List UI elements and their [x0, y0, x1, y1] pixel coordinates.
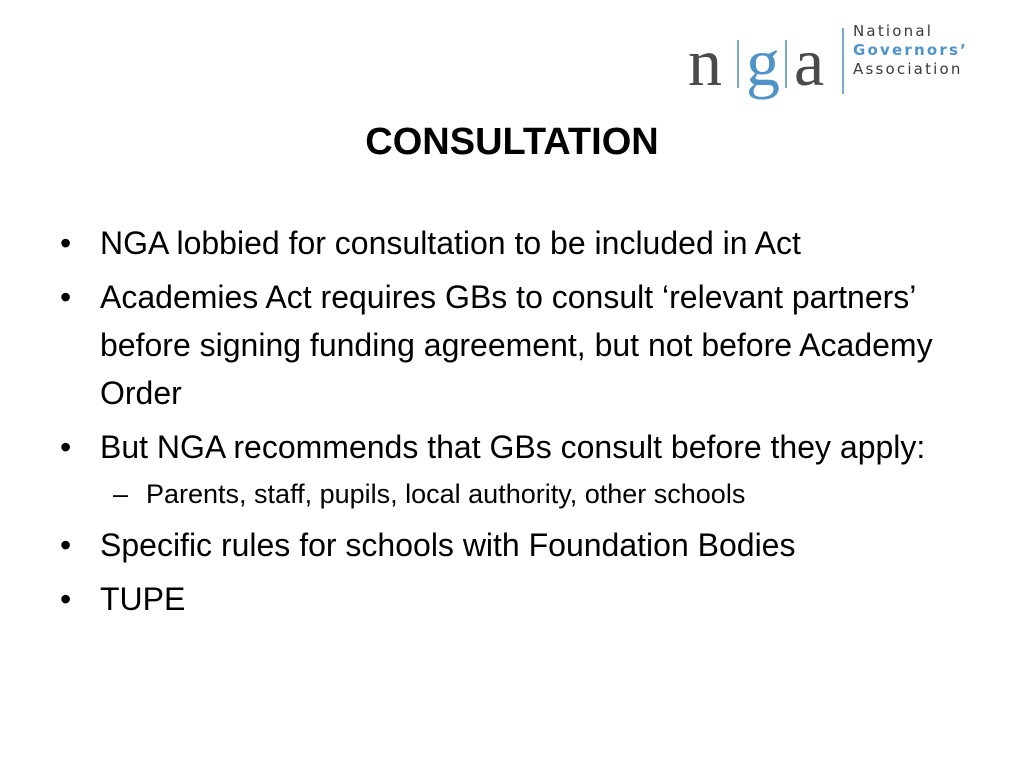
bullet-item [58, 575, 998, 623]
slide-title: CONSULTATION [365, 121, 659, 163]
nga-logo [688, 22, 988, 112]
bullet-text: TUPE [100, 581, 186, 617]
sub-bullet-marker: – [113, 479, 129, 509]
sub-bullet-text: Parents, staff, pupils, local authority, other schools [146, 479, 746, 509]
logo-text-national: National [853, 22, 934, 40]
sub-bullet-item [58, 473, 998, 515]
logo-separator [785, 40, 787, 88]
logo-letter-n: n [688, 24, 722, 100]
bullet-item [58, 521, 998, 569]
bullet-item [58, 423, 998, 471]
bullet-marker: • [60, 581, 72, 617]
bullet-marker: • [60, 429, 72, 465]
logo-letter-a: a [794, 24, 825, 100]
bullet-text: NGA lobbied for consultation to be included in Act [100, 225, 801, 261]
bullet-item [58, 273, 998, 417]
bullet-marker: • [60, 225, 72, 261]
logo-separator [737, 40, 739, 88]
nga-logo-mark [688, 22, 838, 108]
bullet-text: Academies Act requires GBs to consult ‘relevant partners’ before signing funding agreement, but not before Academy Order [100, 279, 933, 411]
bullet-list [58, 219, 998, 629]
bullet-item [58, 219, 998, 267]
logo-text-governors: Governors’ [853, 41, 968, 59]
bullet-text: But NGA recommends that GBs consult before they apply: [100, 429, 926, 465]
bullet-text: Specific rules for schools with Foundation Bodies [100, 527, 796, 563]
bullet-marker: • [60, 527, 72, 563]
logo-letter-g: g [746, 24, 780, 100]
logo-text-association: Association [853, 60, 963, 78]
bullet-marker: • [60, 279, 72, 315]
logo-wordmark [853, 22, 968, 79]
logo-separator [842, 28, 844, 94]
